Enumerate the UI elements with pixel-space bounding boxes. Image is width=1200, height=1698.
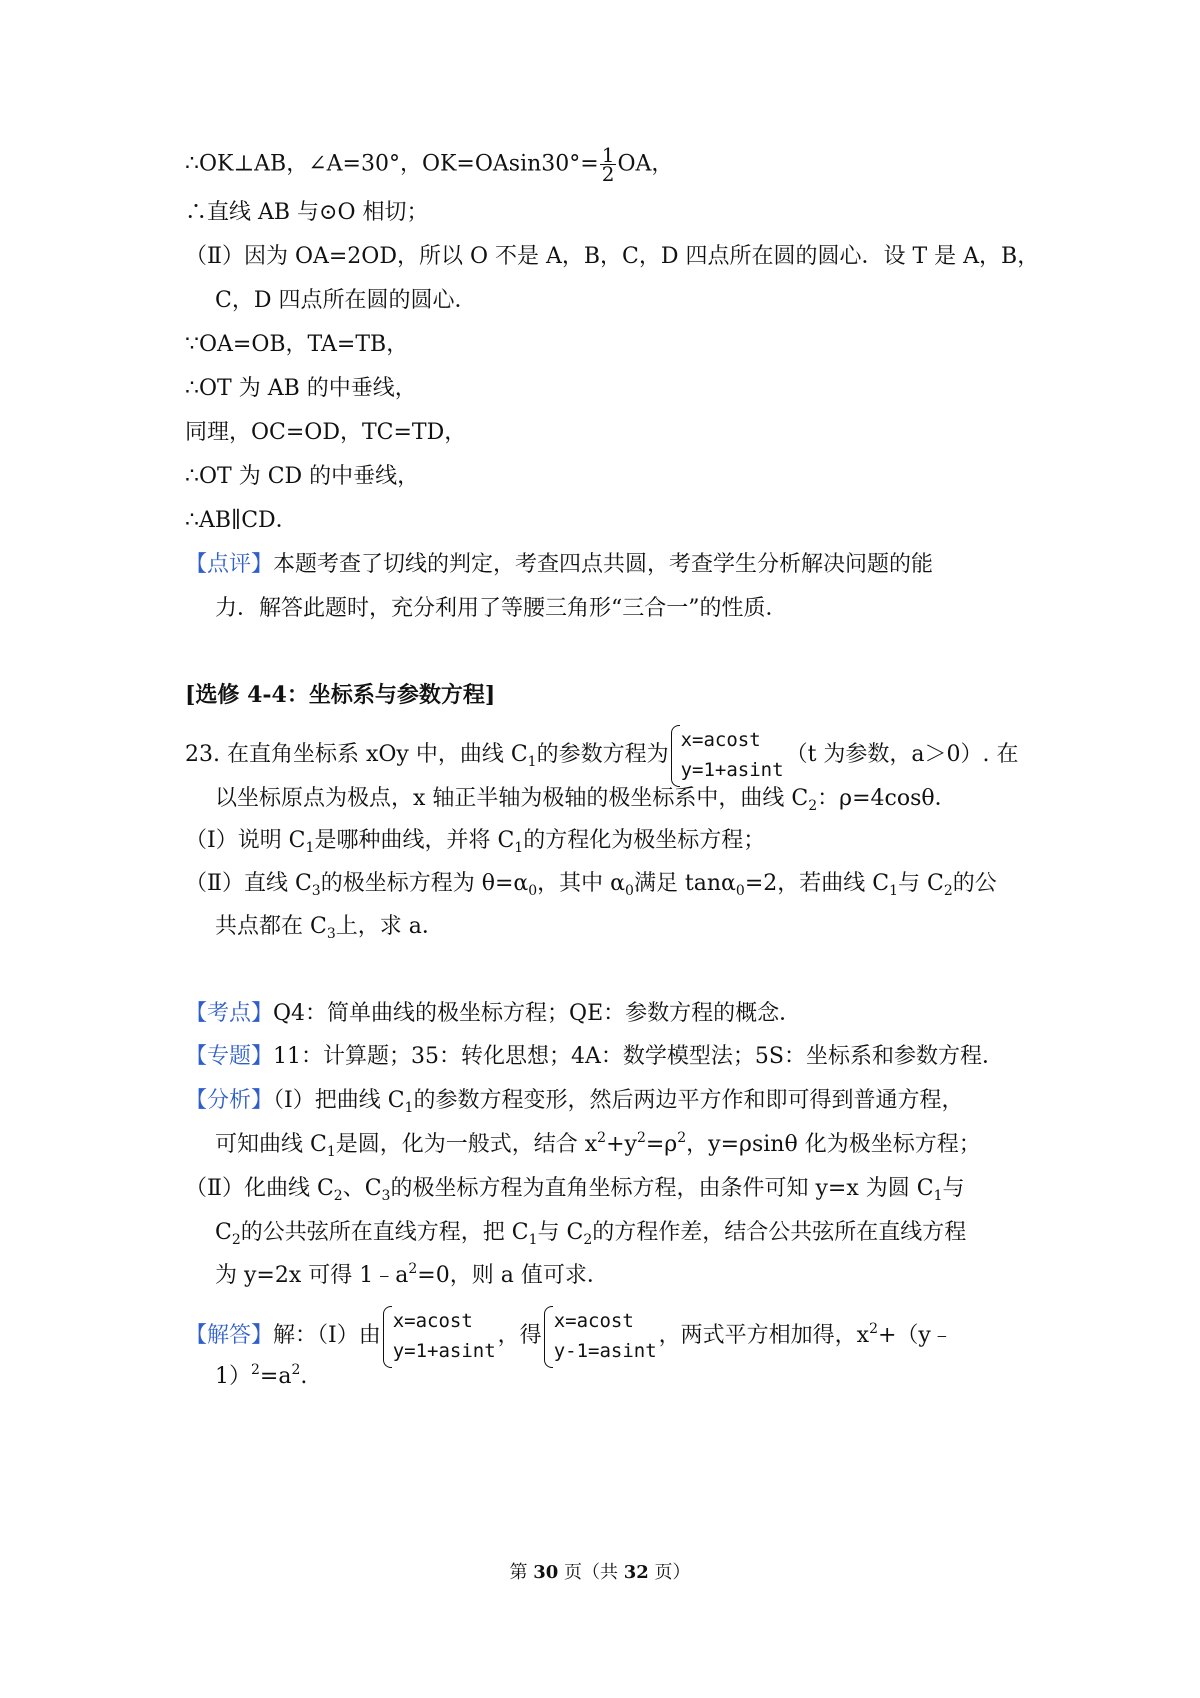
comment-tag: 【点评】 — [185, 552, 274, 577]
fenxi-line: 【分析】（Ⅰ）把曲线 $C_1$的参数方程变形，然后两边平方作和即可得到普通方程， — [185, 1088, 964, 1116]
page-footer: 第 30 页（共 32 页） — [509, 1562, 691, 1583]
text-line: ∴OK⊥AB，∠A=30°，OK=OAsin30°= $\frac{1}{2}$ OA， — [185, 143, 674, 186]
text-line: 共点都在 $C_3$上，求 a． — [215, 914, 444, 942]
text-line: ∴直线 AB 与⊙O 相切； — [185, 200, 429, 225]
text-line: 力．解答此题时，充分利用了等腰三角形“三合一”的性质． — [215, 596, 788, 621]
zhuanti-tag: 【专题】 — [185, 1044, 274, 1069]
kaodian-tag: 【考点】 — [185, 1001, 274, 1026]
text-line: 可知曲线 $C_1$是圆，化为一般式，结合 $x^2+y^2=\rho^2$，y=ρsinθ 化为极坐标方程； — [215, 1130, 981, 1160]
text-line: 同理，OC=OD，TC=TD， — [185, 420, 467, 445]
kaodian-line: 【考点】Q4：简单曲线的极坐标方程；QE：参数方程的概念． — [185, 1001, 802, 1026]
text-line: （Ⅱ）因为 OA=2OD，所以 O 不是 A，B，C，D 四点所在圆的圆心．设 T 是 A，B， — [185, 244, 1040, 269]
fenxi-tag: 【分析】 — [185, 1088, 274, 1113]
text-line: 以坐标原点为极点，x 轴正半轴为极轴的极坐标系中，曲线 $C_2$：ρ=4cosθ． — [215, 786, 957, 814]
text-line: ∴AB∥CD． — [185, 508, 298, 533]
text-line: $C_2$的公共弦所在直线方程，把 $C_1$与 $C_2$的方程作差，结合公共弦所在直线方程 — [215, 1220, 967, 1248]
equation-system: x=acost y-1=asint — [544, 1306, 657, 1366]
text-line: $1)^2=a^2$. — [215, 1362, 308, 1389]
page-total: 32 — [623, 1562, 649, 1583]
text-line: （Ⅱ）化曲线 $C_2$、$C_3$的极坐标方程为直角坐标方程，由条件可知 y=x 为圆 $C_1$与 — [185, 1176, 965, 1204]
fraction: $\frac{1}{2}$ — [601, 143, 615, 186]
section-title: [选修 4-4：坐标系与参数方程] — [185, 682, 496, 708]
question-part-2: （Ⅱ）直线 $C_3$的极坐标方程为 $\theta=\alpha_0$，其中 $\alpha_0$满足 tanα$_0$=2，若曲线 $C_1$与 $C_2$的公 — [185, 871, 997, 899]
question-part-1: （Ⅰ）说明 $C_1$是哪种曲线，并将 $C_1$的方程化为极坐标方程； — [185, 828, 766, 856]
page-number: 30 — [533, 1562, 559, 1583]
comment-paragraph: 【点评】本题考查了切线的判定，考查四点共圆，考查学生分析解决问题的能 — [185, 552, 934, 577]
text-line: ∴OT 为 AB 的中垂线， — [185, 376, 417, 401]
jieda-tag: 【解答】 — [185, 1323, 274, 1348]
text-line: C，D 四点所在圆的圆心． — [215, 288, 477, 313]
equation-system: x=acost y=1+asint — [671, 725, 784, 785]
zhuanti-line: 【专题】11：计算题；35：转化思想；4A：数学模型法；5S：坐标系和参数方程． — [185, 1044, 1004, 1069]
question-23: 23. 在直角坐标系 xOy 中，曲线 $C_1$的参数方程为 x=acost y=1+asint （t 为参数，a＞0）. 在 — [185, 725, 1019, 785]
text-line: ∵OA=OB，TA=TB， — [185, 332, 409, 357]
text-line: ∴OT 为 CD 的中垂线， — [185, 464, 420, 489]
text-line: 为 y=2x 可得 $1﹣a^2=0$，则 a 值可求． — [215, 1261, 609, 1288]
jieda-line: 【解答】解：（Ⅰ）由 x=acost y=1+asint ，得 x=acost y-1=asint ，两式平方相加得，$x^2+(y﹣$ — [185, 1306, 953, 1366]
equation-system: x=acost y=1+asint — [383, 1306, 496, 1366]
